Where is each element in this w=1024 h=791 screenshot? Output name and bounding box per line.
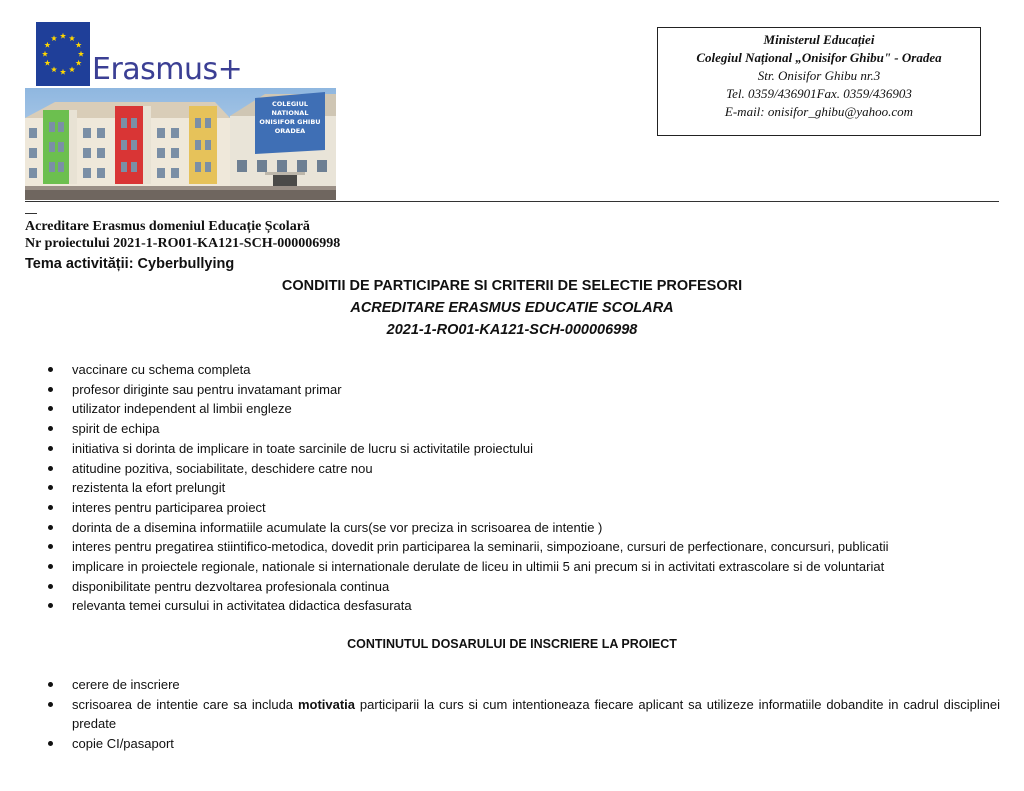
flag-star-icon <box>60 33 66 39</box>
list-item: utilizator independent al limbii engleze <box>48 399 1000 419</box>
flag-star-icon <box>69 35 75 41</box>
school-building-photo <box>25 88 336 200</box>
school-email: E-mail: onisifor_ghibu@yahoo.com <box>724 104 914 119</box>
flag-star-icon <box>60 69 66 75</box>
school-address: Str. Onisifor Ghibu nr.3 <box>757 68 881 83</box>
list-item: initiativa si dorinta de implicare in toate sarcinile de lucru si activitatile proiectului <box>48 439 1000 459</box>
list-item-text: scrisoarea de intentie care sa includa <box>72 696 298 712</box>
list-item: cerere de inscriere <box>48 675 1000 695</box>
erasmus-logo-text: Erasmus+ <box>92 52 243 87</box>
list-item: atitudine pozitiva, sociabilitate, deschidere catre nou <box>48 459 1000 479</box>
list-item: vaccinare cu schema completa <box>48 360 1000 380</box>
list-item: relevanta temei cursului in activitatea didactica desfasurata <box>48 596 1000 616</box>
list-item-emphasis: motivatia <box>297 696 356 712</box>
school-name: Colegiul Național „Onisifor Ghibu" - Oradea <box>696 50 942 65</box>
dossier-contents-list <box>48 675 1000 754</box>
school-sign-line: ORADEA <box>274 127 306 135</box>
list-item: disponibilitate pentru dezvoltarea profesionala continua <box>48 577 1000 597</box>
flag-star-icon <box>78 51 84 57</box>
selection-criteria-list <box>48 360 1000 616</box>
list-item: copie CI/pasaport <box>48 734 1000 754</box>
list-item: interes pentru pregatirea stiintifico-metodica, dovedit prin participarea la seminarii, simpozioane, cursuri de perfectionare, concursuri, publicatii <box>48 537 1000 557</box>
document-title: CONDITII DE PARTICIPARE SI CRITERII DE SELECTIE PROFESORI <box>281 278 743 294</box>
list-item: dorinta de a disemina informatiile acumulate la curs(se vor preciza in scrisoarea de intentie ) <box>48 518 1000 538</box>
header-divider-stub <box>25 213 37 214</box>
flag-star-icon <box>42 51 48 57</box>
school-sign-line: ONISIFOR GHIBU <box>259 118 321 126</box>
activity-topic: Tema activității: Cyberbullying <box>25 256 235 272</box>
contact-box <box>657 27 981 136</box>
dossier-heading: CONTINUTUL DOSARULUI DE INSCRIERE LA PROIECT <box>347 637 677 651</box>
document-project-code: 2021-1-RO01-KA121-SCH-000006998 <box>386 322 638 338</box>
ministry-name: Ministerul Educației <box>763 32 875 47</box>
header-divider <box>25 201 999 202</box>
flag-star-icon <box>69 66 75 72</box>
school-sign-line: NATIONAL <box>271 109 309 117</box>
list-item: spirit de echipa <box>48 419 1000 439</box>
school-sign-line: COLEGIUL <box>271 100 309 108</box>
flag-star-icon <box>76 60 82 66</box>
accreditation-line: Acreditare Erasmus domeniul Educație Școlară <box>25 219 310 234</box>
flag-star-icon <box>44 60 50 66</box>
flag-star-icon <box>51 66 57 72</box>
document-subtitle: ACREDITARE ERASMUS EDUCATIE SCOLARA <box>350 300 674 316</box>
flag-star-icon <box>76 42 82 48</box>
list-item: rezistenta la efort prelungit <box>48 478 1000 498</box>
eu-flag-icon <box>36 22 90 86</box>
list-item: interes pentru participarea proiect <box>48 498 1000 518</box>
school-phone: Tel. 0359/436901Fax. 0359/436903 <box>726 86 912 101</box>
flag-star-icon <box>51 35 57 41</box>
list-item: implicare in proiectele regionale, nationale si internationale derulate de liceu in ultimii 5 ani precum si in activitati extrascolare si de voluntariat <box>48 557 1000 577</box>
list-item <box>48 695 1000 734</box>
list-item-text: participarii la curs si cum intentioneaza fiecare aplicant sa utilizeze informatiile dobandite in cadrul disciplinei predate <box>72 696 1001 732</box>
flag-star-icon <box>44 42 50 48</box>
project-number-line: Nr proiectului 2021-1-RO01-KA121-SCH-000006998 <box>25 236 341 251</box>
list-item: profesor diriginte sau pentru invatamant primar <box>48 380 1000 400</box>
